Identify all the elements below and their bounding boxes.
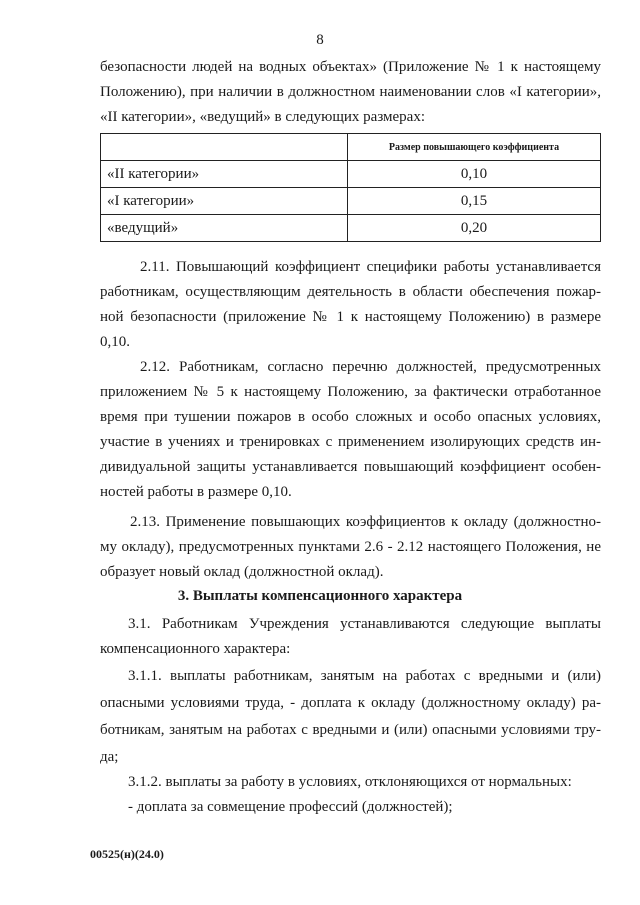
paragraph-3-1-1-line: ботникам, занятым на работах с вредными и (или) опасными условиями тру- [100,722,601,738]
table-row [101,188,601,215]
paragraph-2-13-line: му окладу), предусмотренных пунктами 2.6 - 2.12 настоящего Положения, не [100,539,601,555]
paragraph-3-1-2-item: - доплата за совмещение профессий (должностей); [128,799,453,815]
paragraph-2-12-line: дивидуальной защиты устанавливается повышающий коэффициент особен- [100,459,601,475]
intro-line: «II категории», «ведущий» в следующих размерах: [100,109,426,125]
paragraph-3-1-line: 3.1. Работникам Учреждения устанавливаются следующие выплаты [128,616,601,632]
row-value: 0,10 [348,161,601,188]
table-row [101,161,601,188]
coefficient-table [100,133,601,242]
paragraph-2-11-line: работникам, осуществляющим деятельность в области обеспечения пожар- [100,284,601,300]
paragraph-2-12-line: 2.12. Работникам, согласно перечню должностей, предусмотренных [140,359,601,375]
paragraph-3-1-2: 3.1.2. выплаты за работу в условиях, отклоняющихся от нормальных: [128,774,572,790]
intro-line: Положению), при наличии в должностном наименовании слов «I категории», [100,84,601,100]
paragraph-2-12-line: время при тушении пожаров в особо сложных и особо опасных условиях, [100,409,601,425]
paragraph-2-12-line: приложением № 5 к настоящему Положению, за фактически отработанное [100,384,601,400]
paragraph-3-1-1-line: 3.1.1. выплаты работникам, занятым на работах с вредными и (или) [128,668,601,684]
intro-line: безопасности людей на водных объектах» (Приложение № 1 к настоящему [100,59,601,75]
paragraph-2-13-line: 2.13. Применение повышающих коэффициентов к окладу (должностно- [130,514,601,530]
row-label: «II категории» [101,161,348,188]
table-row [101,215,601,242]
row-value: 0,20 [348,215,601,242]
table-header-row [101,134,601,161]
paragraph-3-1-1-line: да; [100,749,119,765]
paragraph-3-1-1-line: опасными условиями труда, - доплата к окладу (должностному окладу) ра- [100,695,601,711]
table-header-coefficient: Размер повышающего коэффициента [348,134,601,161]
paragraph-2-12-line: участие в учениях и тренировках с применением изолирующих средств ин- [100,434,601,450]
page-number: 8 [316,32,324,48]
paragraph-2-11-line: ной безопасности (приложение № 1 к настоящему Положению) в размере [100,309,601,325]
paragraph-2-13-line: образует новый оклад (должностной оклад). [100,564,384,580]
footer-code: 00525(н)(24.0) [90,847,164,861]
paragraph-2-11-line: 0,10. [100,334,130,350]
paragraph-2-11-line: 2.11. Повышающий коэффициент специфики работы устанавливается [140,259,601,275]
section-title: 3. Выплаты компенсационного характера [177,588,463,604]
paragraph-3-1-line: компенсационного характера: [100,641,291,657]
row-label: «ведущий» [101,215,348,242]
table-header-empty [101,134,348,161]
paragraph-2-12-line: ностей работы в размере 0,10. [100,484,292,500]
row-value: 0,15 [348,188,601,215]
row-label: «I категории» [101,188,348,215]
